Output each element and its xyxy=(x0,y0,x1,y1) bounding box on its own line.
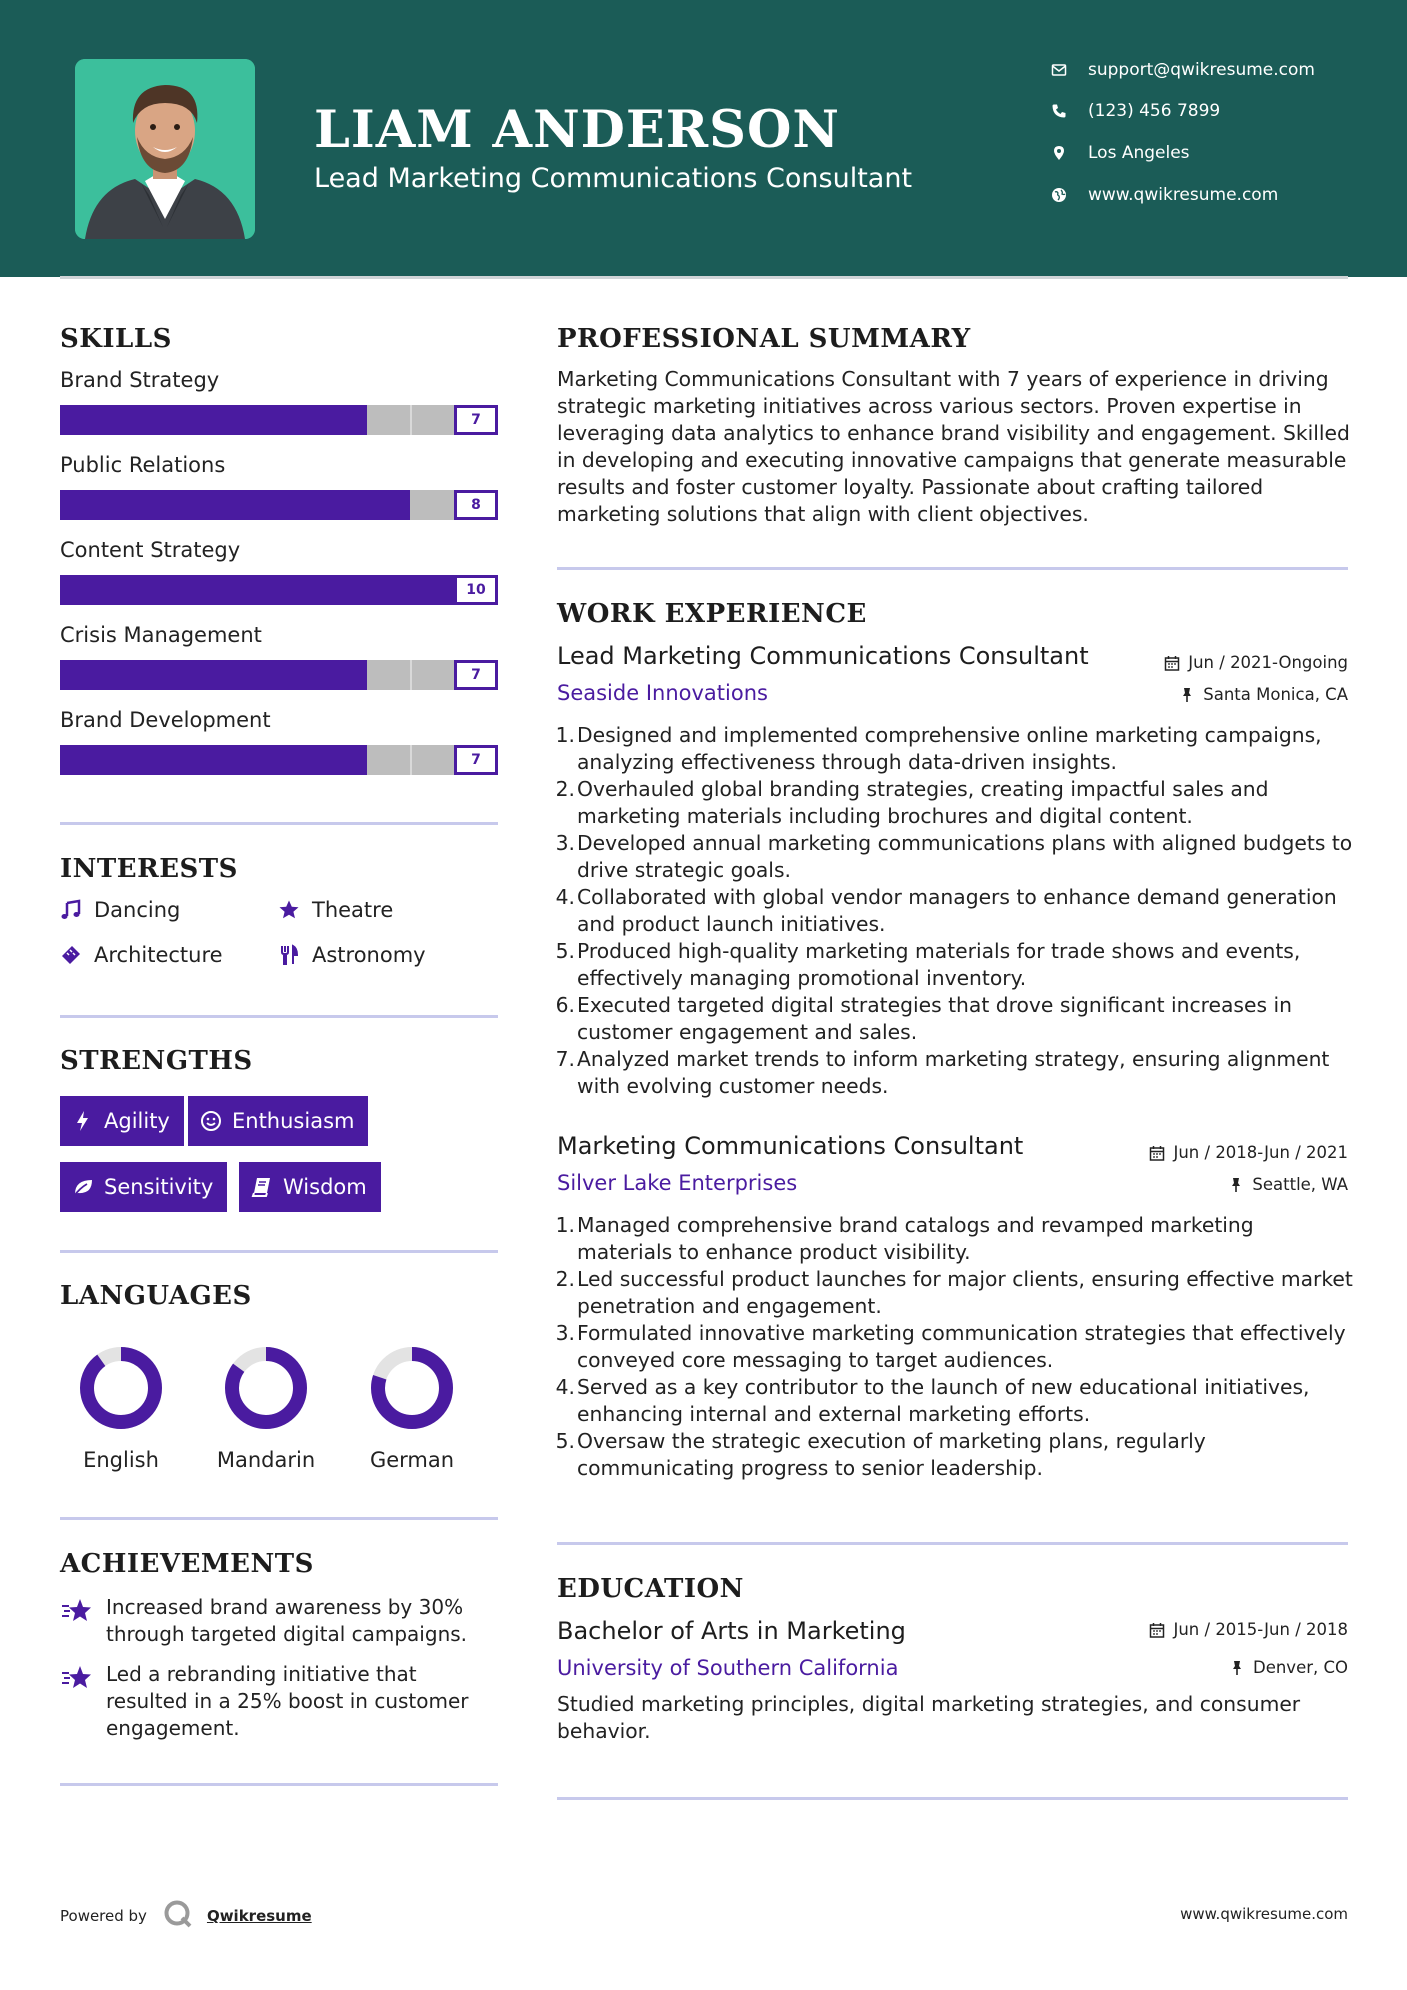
pin-icon xyxy=(1179,687,1195,703)
duty-item: 5. Produced high-quality marketing materials for trade shows and events, effectively managing promotional inventory. xyxy=(553,938,1353,992)
job-location-text: Santa Monica, CA xyxy=(1203,685,1348,704)
skill-name: Public Relations xyxy=(60,453,226,477)
summary-heading: PROFESSIONAL SUMMARY xyxy=(557,324,971,354)
contact-website-text[interactable]: www.qwikresume.com xyxy=(1088,185,1279,205)
contact-location xyxy=(1050,138,1380,168)
interest-item xyxy=(60,943,223,967)
language-donut xyxy=(367,1343,457,1433)
skill-bar-fill xyxy=(60,490,410,520)
language-donut xyxy=(221,1343,311,1433)
duty-item: 2. Led successful product launches for major clients, ensuring effective market penetration and engagement. xyxy=(555,1267,1353,1318)
powered-by-text: Powered by xyxy=(60,1907,147,1925)
phone-icon xyxy=(1050,102,1068,120)
skill-bar-segment xyxy=(410,660,412,690)
interest-item xyxy=(60,898,180,922)
music-icon xyxy=(60,899,82,921)
education-dates-text: Jun / 2015-Jun / 2018 xyxy=(1173,1620,1348,1639)
ruler-icon xyxy=(60,944,82,966)
skill-bar xyxy=(60,490,498,520)
education-dates xyxy=(1149,1620,1348,1639)
job-company: Silver Lake Enterprises xyxy=(557,1171,798,1195)
strength-tag xyxy=(60,1096,184,1146)
interests-heading: INTERESTS xyxy=(60,854,238,884)
skill-bar xyxy=(60,745,498,775)
skills-heading: SKILLS xyxy=(60,324,172,354)
bolt-icon xyxy=(72,1110,94,1132)
section-divider xyxy=(557,1797,1348,1800)
duty-text: Led successful product launches for major clients, ensuring effective market penetration and engagement. xyxy=(577,1267,1353,1318)
profile-photo xyxy=(75,59,255,239)
duty-item: 4. Collaborated with global vendor managers to enhance demand generation and product launch initiatives. xyxy=(553,884,1353,938)
job-dates-text: Jun / 2018-Jun / 2021 xyxy=(1173,1143,1348,1162)
duty-text: Oversaw the strategic execution of marketing plans, regularly communicating progress to senior leadership. xyxy=(577,1429,1206,1480)
duty-text: Executed targeted digital strategies that drove significant increases in customer engagement and sales. xyxy=(577,993,1292,1044)
skill-bar-segment xyxy=(410,745,412,775)
skill-score: 7 xyxy=(454,660,498,690)
skill-bar-fill xyxy=(60,660,367,690)
education-heading: EDUCATION xyxy=(557,1574,744,1604)
utensils-icon xyxy=(278,944,300,966)
skill-name: Content Strategy xyxy=(60,538,241,562)
job-location xyxy=(1179,685,1348,704)
achievement-item xyxy=(60,1594,500,1648)
duty-text: Served as a key contributor to the launch of new educational initiatives, enhancing internal and external marketing efforts. xyxy=(577,1375,1310,1426)
strength-tag xyxy=(60,1162,227,1212)
interest-label: Astronomy xyxy=(312,943,426,967)
job-dates xyxy=(1149,1143,1348,1162)
interest-label: Dancing xyxy=(94,898,181,922)
achievement-text: Led a rebranding initiative that resulted in a 25% boost in customer engagement. xyxy=(106,1662,469,1740)
job-dates-text: Jun / 2021-Ongoing xyxy=(1188,653,1348,672)
job-role: Lead Marketing Communications Consultant xyxy=(557,642,1089,670)
achievement-text: Increased brand awareness by 30% through targeted digital campaigns. xyxy=(106,1595,468,1646)
section-divider xyxy=(60,822,498,825)
language-name: English xyxy=(83,1448,159,1472)
languages-heading: LANGUAGES xyxy=(60,1281,252,1311)
job-duties-list xyxy=(553,722,1353,1100)
contact-phone[interactable] xyxy=(1050,96,1380,126)
strength-tag xyxy=(239,1162,381,1212)
pin-icon xyxy=(1229,1660,1245,1676)
skill-bar xyxy=(60,575,498,605)
job-role: Marketing Communications Consultant xyxy=(557,1132,1024,1160)
duty-text: Formulated innovative marketing communication strategies that effectively conveyed core messaging to target audiences. xyxy=(577,1321,1346,1372)
job-duties-list xyxy=(553,1212,1353,1482)
interest-label: Architecture xyxy=(94,943,223,967)
contact-website[interactable] xyxy=(1050,180,1380,210)
education-degree: Bachelor of Arts in Marketing xyxy=(557,1617,906,1645)
pin-icon xyxy=(1228,1177,1244,1193)
skill-score: 10 xyxy=(454,575,498,605)
education-school: University of Southern California xyxy=(557,1656,899,1680)
strengths-heading: STRENGTHS xyxy=(60,1046,253,1076)
education-location xyxy=(1229,1658,1348,1677)
section-divider xyxy=(557,1542,1348,1545)
section-divider xyxy=(557,567,1348,570)
job-location xyxy=(1228,1175,1348,1194)
duty-text: Developed annual marketing communications plans with aligned budgets to drive strategic goals. xyxy=(577,831,1353,882)
contact-email[interactable] xyxy=(1050,55,1380,85)
duty-item: 3. Formulated innovative marketing communication strategies that effectively conveyed core messaging to target audiences. xyxy=(553,1320,1353,1374)
duty-text: Overhauled global branding strategies, creating impactful sales and marketing materials including brochures and digital content. xyxy=(577,777,1269,828)
contact-phone-text[interactable]: (123) 456 7899 xyxy=(1088,101,1221,121)
calendar-icon xyxy=(1149,1622,1165,1638)
star-burst-icon xyxy=(60,1663,94,1693)
duty-item: 4. Served as a key contributor to the launch of new educational initiatives, enhancing internal and external marketing efforts. xyxy=(553,1374,1353,1428)
book-icon xyxy=(251,1176,273,1198)
footer-brand-link[interactable]: Qwikresume xyxy=(206,1907,312,1925)
achievements-heading: ACHIEVEMENTS xyxy=(60,1549,314,1579)
skill-score: 7 xyxy=(454,745,498,775)
experience-heading: WORK EXPERIENCE xyxy=(557,599,867,629)
map-marker-icon xyxy=(1050,144,1068,162)
resume-header xyxy=(0,0,1407,277)
skill-bar-fill xyxy=(60,405,367,435)
duty-text: Collaborated with global vendor managers to enhance demand generation and product launch initiatives. xyxy=(577,885,1337,936)
calendar-icon xyxy=(1164,655,1180,671)
star-burst-icon xyxy=(60,1596,94,1626)
skill-name: Brand Strategy xyxy=(60,368,220,392)
job-company: Seaside Innovations xyxy=(557,681,768,705)
duty-text: Produced high-quality marketing materials for trade shows and events, effectively managing promotional inventory. xyxy=(577,939,1301,990)
section-divider xyxy=(60,1015,498,1018)
interest-item xyxy=(278,943,426,967)
skill-score: 8 xyxy=(454,490,498,520)
section-divider xyxy=(60,1783,498,1786)
candidate-title: Lead Marketing Communications Consultant xyxy=(314,163,913,194)
profile-portrait-image xyxy=(75,59,255,239)
footer-powered-by xyxy=(60,1899,312,1933)
achievement-item xyxy=(60,1661,500,1742)
duty-text: Managed comprehensive brand catalogs and revamped marketing materials to enhance product visibility. xyxy=(577,1213,1254,1264)
footer-website-link[interactable]: www.qwikresume.com xyxy=(1180,1905,1348,1923)
interest-label: Theatre xyxy=(312,898,394,922)
language-donut-arc xyxy=(87,1354,155,1422)
strength-tag xyxy=(188,1096,368,1146)
language-donut xyxy=(76,1343,166,1433)
duty-item: 1. Managed comprehensive brand catalogs and revamped marketing materials to enhance product visibility. xyxy=(553,1212,1353,1266)
duty-item: 3. Developed annual marketing communications plans with aligned budgets to drive strategic goals. xyxy=(555,831,1353,882)
duty-item: 6. Executed targeted digital strategies that drove significant increases in customer engagement and sales. xyxy=(553,992,1353,1046)
job-location-text: Seattle, WA xyxy=(1252,1175,1348,1194)
duty-item: 1. Designed and implemented comprehensive online marketing campaigns, analyzing effectiveness through data-driven insights. xyxy=(553,722,1353,776)
skill-name: Brand Development xyxy=(60,708,271,732)
skill-score: 7 xyxy=(454,405,498,435)
section-divider xyxy=(60,1250,498,1253)
education-location-text: Denver, CO xyxy=(1252,1658,1348,1677)
leaf-icon xyxy=(72,1176,94,1198)
contact-email-text[interactable]: support@qwikresume.com xyxy=(1088,60,1315,80)
duty-text: Designed and implemented comprehensive online marketing campaigns, analyzing effectiveness through data-driven insights. xyxy=(577,723,1322,774)
skill-bar-fill xyxy=(60,575,498,605)
skill-name: Crisis Management xyxy=(60,623,262,647)
duty-item: 5. Oversaw the strategic execution of marketing plans, regularly communicating progress to senior leadership. xyxy=(553,1428,1353,1482)
job-dates xyxy=(1164,653,1348,672)
section-divider xyxy=(60,1517,498,1520)
star-icon xyxy=(278,899,300,921)
strength-label: Agility xyxy=(104,1109,170,1133)
skill-bar-fill xyxy=(60,745,367,775)
language-name: German xyxy=(369,1448,455,1472)
duty-text: Analyzed market trends to inform marketing strategy, ensuring alignment with evolving customer needs. xyxy=(577,1047,1330,1098)
smile-icon xyxy=(200,1110,222,1132)
strength-label: Wisdom xyxy=(283,1175,367,1199)
strength-label: Sensitivity xyxy=(104,1175,214,1199)
summary-text: Marketing Communications Consultant with 7 years of experience in driving strategic marketing initiatives across various sectors. Proven expertise in leveraging data analytics to enhance brand visibility and engagement. Skilled in developing and executing innovative campaigns that generate measurable results and foster customer loyalty. Passionate about crafting tailored marketing solutions that align with client objectives. xyxy=(557,367,1350,526)
strength-label: Enthusiasm xyxy=(232,1109,355,1133)
candidate-name: LIAM ANDERSON xyxy=(314,100,841,160)
qwikresume-logo-icon xyxy=(163,1899,193,1933)
interest-item xyxy=(278,898,393,922)
duty-item: 7. Analyzed market trends to inform marketing strategy, ensuring alignment with evolving customer needs. xyxy=(553,1046,1353,1100)
contact-location-text: Los Angeles xyxy=(1088,143,1190,163)
language-name: Mandarin xyxy=(216,1448,316,1472)
education-description: Studied marketing principles, digital marketing strategies, and consumer behavior. xyxy=(557,1692,1301,1743)
duty-item: 2. Overhauled global branding strategies, creating impactful sales and marketing materials including brochures and digital content. xyxy=(553,776,1353,830)
globe-icon xyxy=(1050,186,1068,204)
skill-bar xyxy=(60,660,498,690)
envelope-icon xyxy=(1050,61,1068,79)
calendar-icon xyxy=(1149,1145,1165,1161)
skill-bar-segment xyxy=(410,405,412,435)
header-divider xyxy=(60,276,1348,279)
skill-bar xyxy=(60,405,498,435)
